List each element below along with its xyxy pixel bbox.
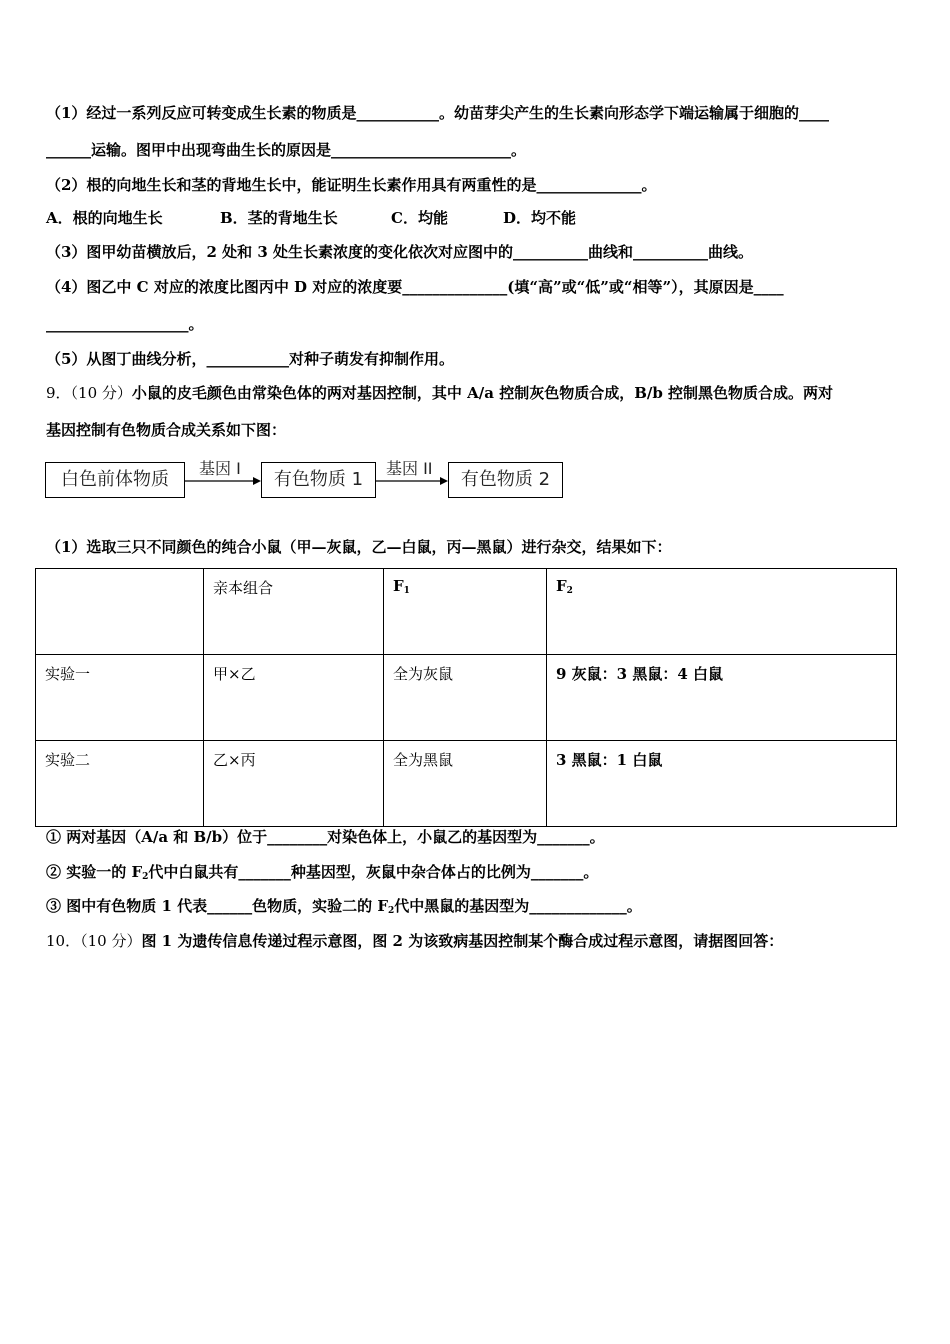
table-row <box>36 655 897 741</box>
table-cell: 全为黑鼠 <box>384 741 547 827</box>
arrow-1-icon <box>185 474 261 488</box>
table-header-row <box>36 569 897 655</box>
f-subscript: 2 <box>566 586 573 596</box>
q8-part2: （2）根的向地生长和茎的背地生长中，能证明生长素作用具有两重性的是______________。 <box>46 176 657 194</box>
q8-part1-line1: （1）经过一系列反应可转变成生长素的物质是___________。幼苗芽尖产生的生长素向形态学下端运输属于细胞的____ <box>46 104 829 122</box>
q9-s3-post: 代中黑鼠的基因型为_____________。 <box>394 897 642 915</box>
table-header-cell <box>36 569 204 655</box>
f-subscript: 1 <box>403 586 410 596</box>
q8-option-c: C．均能 <box>391 209 448 227</box>
q9-s3-sub: 2 <box>387 906 395 916</box>
table-cell: 甲×乙 <box>204 655 384 741</box>
q8-part5: （5）从图丁曲线分析，___________对种子萌发有抑制作用。 <box>46 350 454 368</box>
q9-s3-pre: ③ 图中有色物质 1 代表______色物质，实验二的 F <box>46 897 388 915</box>
table-header-cell <box>384 569 547 655</box>
q8-part4-line2: ___________________。 <box>46 315 204 333</box>
table-cell: 3 黑鼠：1 白鼠 <box>547 741 897 827</box>
colored-substance-2-box: 有色物质 2 <box>448 462 563 498</box>
gene-1-label: 基因 I <box>199 459 241 478</box>
q9-number: 9．（10 分） <box>46 384 132 402</box>
table-cell: 实验一 <box>36 655 204 741</box>
q8-option-b: B．茎的背地生长 <box>220 209 338 227</box>
table-cell: 乙×丙 <box>204 741 384 827</box>
table-header-cell: 亲本组合 <box>204 569 384 655</box>
q8-option-d: D．均不能 <box>503 209 577 227</box>
f-label: F <box>393 577 404 595</box>
q9-intro-text: 小鼠的皮毛颜色由常染色体的两对基因控制，其中 A/a 控制灰色物质合成，B/b 控制黑色物质合成。两对 <box>131 384 834 402</box>
q8-part1-line2: ______运输。图甲中出现弯曲生长的原因是________________________。 <box>46 141 527 159</box>
synthesis-pathway-diagram <box>45 456 565 504</box>
table-cell: 实验二 <box>36 741 204 827</box>
colored-substance-1-box: 有色物质 1 <box>261 462 376 498</box>
q10-text: 图 1 为遗传信息传递过程示意图，图 2 为该致病基因控制某个酶合成过程示意图，请据图回答： <box>141 932 784 950</box>
q9-intro-line2: 基因控制有色物质合成关系如下图： <box>46 421 287 439</box>
q9-subquestion-2 <box>46 862 598 887</box>
q8-part4-line1: （4）图乙中 C 对应的浓度比图丙中 D 对应的浓度要______________(填“高”或“低”或“相等”），其原因是____ <box>46 278 784 296</box>
gene-2-label: 基因 II <box>386 459 433 478</box>
table-row <box>36 741 897 827</box>
q9-s2-post: 代中白鼠共有_______种基因型，灰鼠中杂合体占的比例为_______。 <box>148 863 599 881</box>
q9-s2-sub: 2 <box>142 872 149 882</box>
table-cell: 全为灰鼠 <box>384 655 547 741</box>
q8-option-a: A．根的向地生长 <box>46 209 163 227</box>
f-label: F <box>556 577 567 595</box>
q10-number: 10．（10 分） <box>46 932 142 950</box>
q9-s2-pre: ② 实验一的 F <box>46 863 143 881</box>
table-header-cell <box>547 569 897 655</box>
q9-intro-line1 <box>46 383 833 403</box>
q10-intro <box>46 931 783 951</box>
q9-subquestion-1: ① 两对基因（A/a 和 B/b）位于________对染色体上，小鼠乙的基因型为_______。 <box>46 828 605 846</box>
q8-part3: （3）图甲幼苗横放后，2 处和 3 处生长素浓度的变化依次对应图中的__________曲线和__________曲线。 <box>46 243 753 261</box>
table-cell: 9 灰鼠：3 黑鼠：4 白鼠 <box>547 655 897 741</box>
q9-part1: （1）选取三只不同颜色的纯合小鼠（甲—灰鼠，乙—白鼠，丙—黑鼠）进行杂交，结果如下： <box>46 538 672 556</box>
q9-subquestion-3 <box>46 896 642 921</box>
cross-results-table <box>35 568 897 827</box>
white-precursor-box: 白色前体物质 <box>45 462 185 498</box>
arrow-2-icon <box>376 474 448 488</box>
